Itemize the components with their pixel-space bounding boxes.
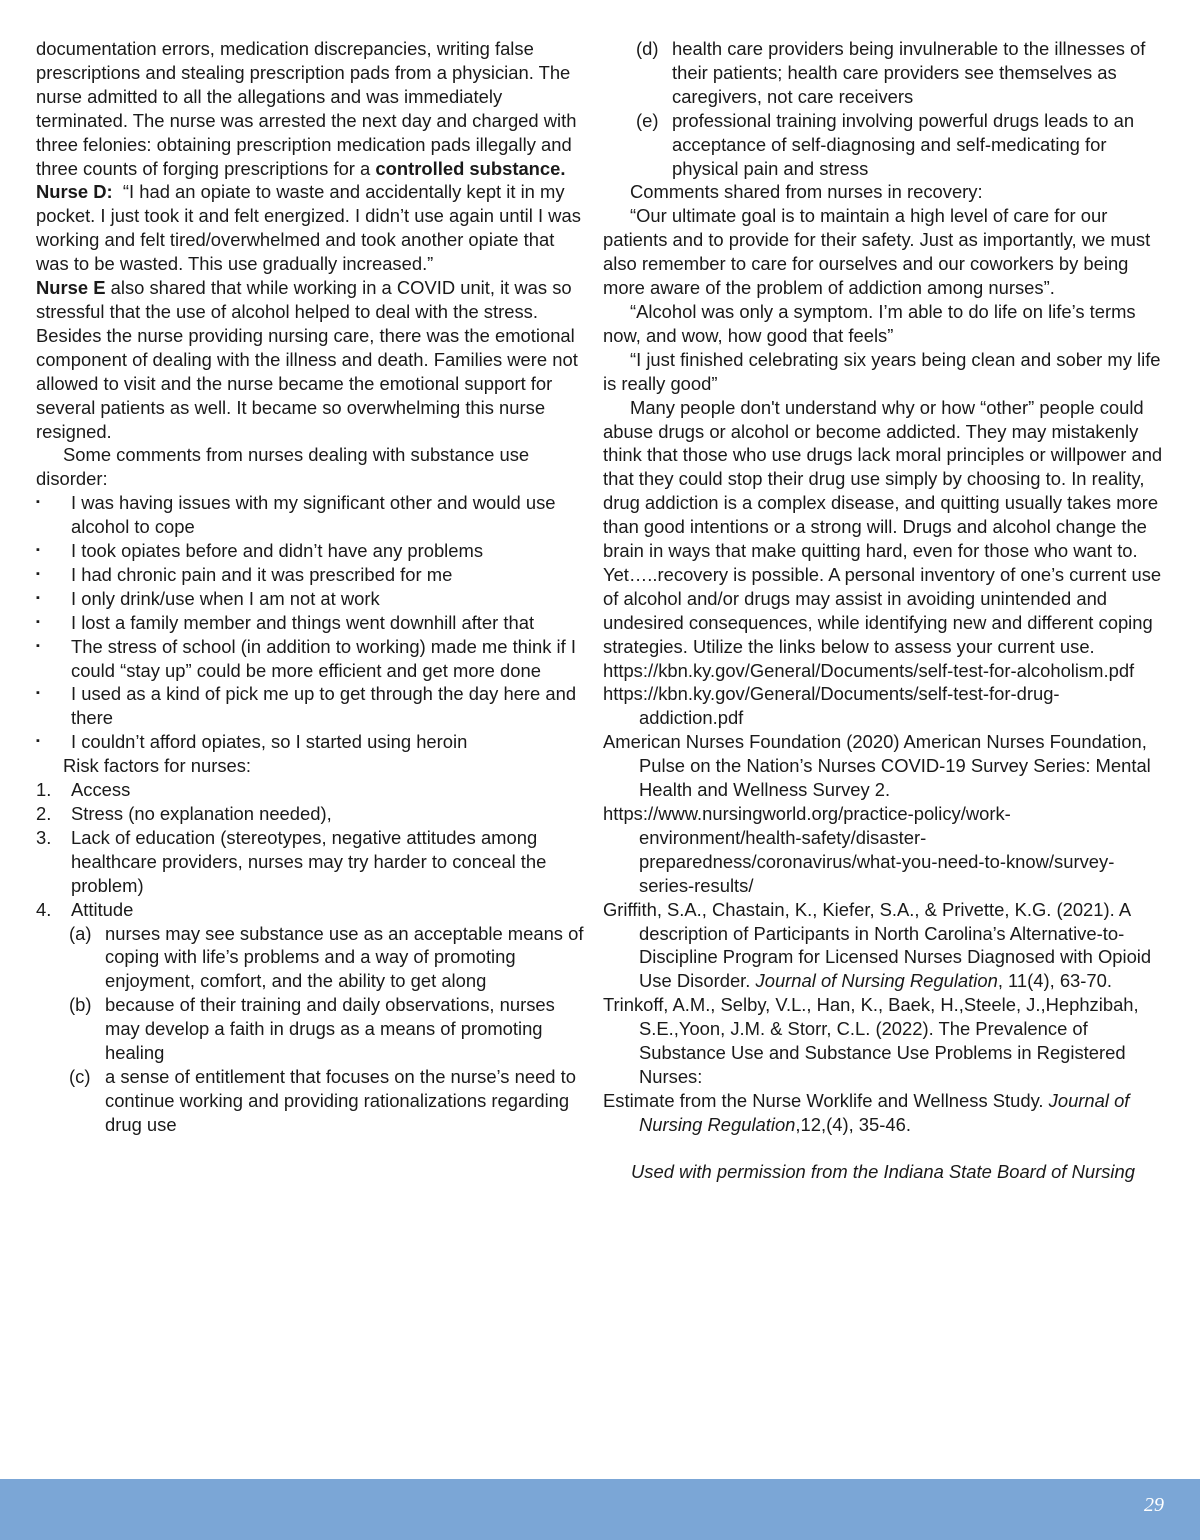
list-item [36, 491, 584, 539]
risk-factors-list [36, 778, 584, 921]
risk-item-number: 4. [36, 898, 52, 920]
attitude-item-letter: (a) [69, 922, 92, 944]
attitude-list-left [36, 922, 584, 1137]
addiction-paragraph: Many people don't understand why or how “other” people could abuse drugs or alcohol or become addicted. They may mistakenly think that those who use drugs lack moral principles or willpower and that they could stop their drug use simply by choosing to. In reality, drug addiction is a complex disease, and quitting usually takes more than good intentions or a strong will. Drugs and alcohol change the brain in ways that make quitting hard, even for those who want to. Yet…..recovery is possible. A personal inventory of one’s current use of alcohol and/or drugs may assist in avoiding unintended and undesired consequences, while identifying new and different coping strategies. Utilize the links below to assess your current use. [603, 396, 1163, 657]
ref4-journal: Journal of Nursing Regulation [639, 1089, 1130, 1135]
intro-bold-text: controlled substance. [375, 157, 566, 179]
list-item [36, 730, 584, 754]
bullet-icon: ▪ [36, 567, 40, 580]
attitude-item [36, 922, 584, 994]
attitude-item [36, 1065, 584, 1137]
bullet-icon: ▪ [36, 496, 40, 509]
risk-item [36, 778, 584, 802]
link-alcoholism-test[interactable]: https://kbn.ky.gov/General/Documents/self-test-for-alcoholism.pdf [603, 659, 1135, 681]
ref2-post: , 11(4), 63-70. [997, 970, 1112, 992]
reference-ana-url[interactable]: https://www.nursingworld.org/practice-policy/work-environment/health-safety/disaster-preparedness/coronavirus/what-you-need-to-know/survey-series-results/ [603, 803, 1115, 896]
reference-trinkoff: Trinkoff, A.M., Selby, V.L., Han, K., Baek, H.,Steele, J.,Hephzibah, S.E.,Yoon, J.M. & Storr, C.L. (2022). The Prevalence of Substance Use and Substance Use Problems in Registered Nurses: [603, 994, 1139, 1087]
nurse-e-paragraph [36, 276, 584, 443]
ref4-post: ,12,(4), 35-46. [795, 1113, 911, 1135]
bullet-icon: ▪ [36, 735, 40, 748]
bullet-icon: ▪ [36, 687, 40, 700]
list-item-text: The stress of school (in addition to working) made me think if I could “stay up” could be more efficient and get more done [71, 635, 576, 681]
nurse-d-text: “I had an opiate to waste and accidentally kept it in my pocket. I just took it and felt energized. I didn’t use again until I was working and felt tired/overwhelmed and took another opiate that was to be wasted. This use gradually increased.” [36, 181, 581, 275]
bullet-icon: ▪ [36, 639, 40, 652]
permission-credit: Used with permission from the Indiana State Board of Nursing [631, 1160, 1135, 1182]
attitude-item [36, 993, 584, 1065]
footer-bar [0, 1479, 1200, 1540]
attitude-item-text: professional training involving powerful drugs leads to an acceptance of self-diagnosing and self-medicating for physical pain and stress [672, 109, 1135, 179]
risk-item [36, 802, 584, 826]
reference-trinkoff-cont [603, 1089, 1163, 1137]
reference-griffith [603, 898, 1163, 994]
ref2-text: Griffith, S.A., Chastain, K., Kiefer, S.A., & Privette, K.G. (2021). A description of Participants in North Carolina’s Alternative-to-Discipline Program for Licensed Nurses Diagnosed with Opioid Use Disorder. [603, 898, 1152, 992]
list-item-text: I used as a kind of pick me up to get through the day here and there [71, 683, 577, 729]
attitude-list-right [603, 37, 1163, 180]
page-number: 29 [1144, 1494, 1164, 1516]
link-drug-addiction-test[interactable]: https://kbn.ky.gov/General/Documents/self-test-for-drug-addiction.pdf [603, 683, 1060, 729]
nurse-d-label: Nurse D: [36, 181, 113, 203]
list-item-text: I was having issues with my significant other and would use alcohol to cope [71, 492, 556, 538]
attitude-item [603, 37, 1163, 109]
attitude-item-text: health care providers being invulnerable to the illnesses of their patients; health care providers see themselves as caregivers, not care receivers [672, 38, 1146, 107]
quote-3: “I just finished celebrating six years being clean and sober my life is really good” [603, 348, 1161, 394]
left-column [36, 37, 584, 1137]
nurse-d-paragraph [36, 180, 584, 276]
attitude-item-letter: (e) [636, 109, 659, 131]
list-item-text: I only drink/use when I am not at work [71, 587, 380, 609]
nurse-e-text: also shared that while working in a COVID unit, it was so stressful that the use of alcohol helped to deal with the stress. Besides the nurse providing nursing care, there was the emotional component of dealing with the illness and death. Families were not allowed to visit and the nurse became the emotional support for several patients as well. It became so overwhelming this nurse resigned. [36, 277, 578, 442]
list-item [36, 587, 584, 611]
risk-item [36, 898, 584, 922]
bullet-icon: ▪ [36, 591, 40, 604]
attitude-item-letter: (c) [69, 1065, 91, 1087]
intro-paragraph [36, 37, 584, 180]
right-column [603, 37, 1163, 1184]
ref2-journal: Journal of Nursing Regulation [755, 970, 998, 992]
risk-item-number: 3. [36, 826, 52, 848]
comments-intro: Some comments from nurses dealing with substance use disorder: [36, 444, 530, 490]
attitude-item-letter: (d) [636, 38, 659, 59]
list-item-text: I couldn’t afford opiates, so I started using heroin [71, 731, 468, 753]
risk-item-text: Attitude [71, 898, 134, 920]
risk-item-text: Access [71, 779, 131, 801]
ref4-text: Estimate from the Nurse Worklife and Wellness Study. [603, 1089, 1044, 1111]
list-item-text: I took opiates before and didn’t have any problems [71, 540, 484, 562]
risk-item [36, 826, 584, 898]
attitude-item-text: because of their training and daily observations, nurses may develop a faith in drugs as a means of promoting healing [105, 994, 555, 1064]
list-item [36, 682, 584, 730]
list-item-text: I lost a family member and things went downhill after that [71, 611, 535, 633]
reference-ana: American Nurses Foundation (2020) American Nurses Foundation, Pulse on the Nation’s Nurses COVID-19 Survey Series: Mental Health and Wellness Survey 2. [603, 731, 1151, 801]
attitude-item-text: a sense of entitlement that focuses on the nurse’s need to continue working and providing rationalizations regarding drug use [105, 1065, 576, 1135]
quote-2: “Alcohol was only a symptom. I’m able to do life on life’s terms now, and wow, how good that feels” [603, 300, 1136, 346]
bullet-icon: ▪ [36, 544, 40, 557]
recovery-intro: Comments shared from nurses in recovery: [630, 181, 983, 203]
comments-list [36, 491, 584, 754]
intro-text: documentation errors, medication discrepancies, writing false prescriptions and stealing prescription pads from a physician. The nurse admitted to all the allegations and was immediately terminated. The nurse was arrested the next day and charged with three felonies: obtaining prescription medication pads illegally and three counts of forging prescriptions for a [36, 38, 577, 179]
quote-1: “Our ultimate goal is to maintain a high level of care for our patients and to provide for their safety. Just as importantly, we must also remember to care for ourselves and our coworkers by being more aware of the problem of addiction among nurses”. [603, 205, 1151, 299]
attitude-item-letter: (b) [69, 994, 92, 1016]
risk-item-text: Stress (no explanation needed), [71, 803, 332, 824]
list-item [36, 635, 584, 683]
attitude-item [603, 109, 1163, 181]
list-item [36, 611, 584, 635]
attitude-item-text: nurses may see substance use as an acceptable means of coping with life’s problems and a way of promoting enjoyment, comfort, and the ability to get along [105, 922, 584, 992]
nurse-e-label: Nurse E [36, 277, 106, 299]
list-item-text: I had chronic pain and it was prescribed for me [71, 563, 453, 585]
bullet-icon: ▪ [36, 615, 40, 628]
list-item [36, 539, 584, 563]
risk-item-number: 1. [36, 779, 52, 801]
risk-item-text: Lack of education (stereotypes, negative attitudes among healthcare providers, nurses may try harder to conceal the problem) [71, 826, 547, 896]
list-item [36, 563, 584, 587]
risk-item-number: 2. [36, 803, 52, 824]
risk-intro: Risk factors for nurses: [63, 755, 252, 777]
